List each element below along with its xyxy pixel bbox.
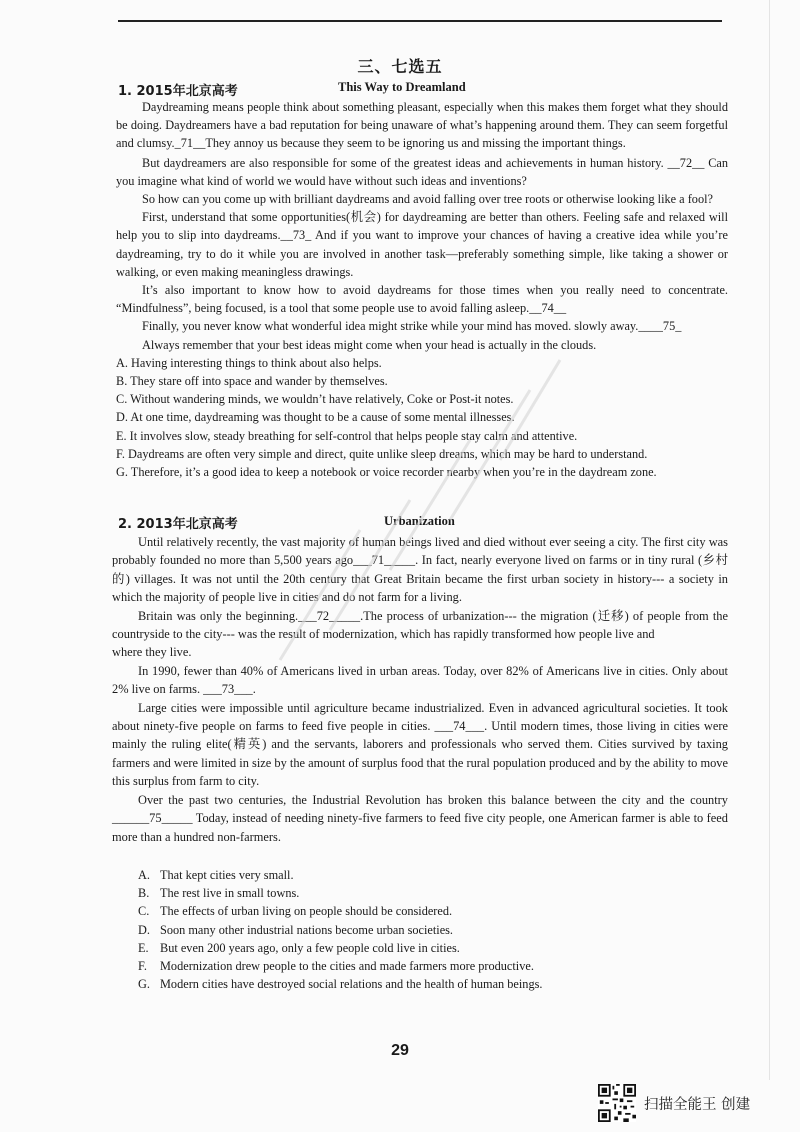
q1-title: This Way to Dreamland: [338, 80, 466, 94]
q1-paragraph: First, understand that some opportunities(机会) for daydreaming are better than others. Feeling safe and relaxed will help you to slip into daydreams.__73_ And if you want to improve your chances of having a creative idea while you’re daydreaming, try to do it while you are involved in another task—preferably something simple, like taking a shower or walking, or even making meaningless drawings.: [116, 210, 728, 279]
q2-source: 年北京高考: [172, 516, 238, 531]
q1-option: A. Having interesting things to think about also helps.: [116, 355, 382, 370]
q1-option: B. They stare off into space and wander by themselves.: [116, 374, 388, 389]
q1-paragraph: But daydreamers are also responsible for some of the greatest ideas and achievements in human history. __72__ Can you imagine what kind of world we would have without such ideas and inventions?: [116, 155, 728, 188]
q1-option: G. Therefore, it’s a good idea to keep a notebook or voice recorder nearby when you’re in the daydream zone.: [116, 465, 657, 480]
qr-code-icon: [598, 1084, 636, 1122]
scanner-footer: [598, 1084, 750, 1122]
q2-option-text: That kept cities very small.: [160, 868, 294, 882]
q1-number: 1. 2015: [118, 84, 173, 99]
q2-option-letter: D.: [138, 922, 150, 937]
q1-passage: [116, 98, 728, 481]
q2-paragraph: Large cities were impossible until agriculture became industrialized. Even in advanced agricultural societies. It took about ninety-five people on farms to feed five people in cities. ___74___. Until modern times, those living in cities were mainly the ruling elite(精英) and the servants, laborers and professionals who served them. Cities survived by taxing farmers and were limited in size by the amount of surplus food that the rural population produced and by the ability to move this surplus from farm to city.: [112, 700, 728, 789]
q2-option-text: But even 200 years ago, only a few people cold live in cities.: [160, 940, 460, 955]
scanner-brand-label: 扫描全能王 创建: [644, 1096, 751, 1113]
q2-options: [138, 866, 698, 993]
page-edge-line: [769, 0, 770, 1080]
q2-paragraph: Over the past two centuries, the Industrial Revolution has broken this balance between the city and the country ______75_____ Today, instead of needing ninety-five farmers to feed five city people, one American farmer is able to feed more than a hundred non-farmers.: [112, 792, 728, 844]
q1-option: F. Daydreams are often very simple and direct, quite unlike sleep dreams, which may be hard to understand.: [116, 446, 648, 461]
q1-paragraph: So how can you come up with brilliant daydreams and avoid falling over tree roots or otherwise looking like a fool?: [142, 192, 713, 207]
q2-heading: [118, 513, 238, 532]
q2-option-letter: B.: [138, 886, 150, 901]
q1-heading: [118, 80, 238, 99]
q1-paragraph: Finally, you never know what wonderful idea might strike while your mind has moved. slowly away.____75_: [142, 319, 682, 334]
q2-option: [138, 975, 698, 993]
q1-options: [116, 354, 728, 481]
q2-option-text: The effects of urban living on people should be considered.: [160, 904, 453, 919]
q2-passage: [112, 533, 728, 846]
q2-option-letter: G.: [138, 977, 150, 992]
q2-option: [138, 902, 698, 920]
q2-option: [138, 939, 698, 957]
header-rule: [118, 20, 722, 22]
q1-option: E. It involves slow, steady breathing for self-control that helps people stay calm and attentive.: [116, 428, 578, 443]
q2-option: [138, 866, 698, 884]
q1-option: D. At one time, daydreaming was thought to be a cause of some mental illnesses.: [116, 410, 515, 425]
q2-number: 2. 2013: [118, 517, 173, 532]
page-number: 29: [391, 1042, 409, 1059]
q2-paragraph: Until relatively recently, the vast majority of human beings lived and died without ever seeing a city. The first city was probably founded no more than 5,500 years ago___71_____. In fact, nearly everyone lived on farms or in tiny rural (乡村的) villages. It was not until the 20th century that Great Britain became the first urban society in history--- a society in which the majority of people live in cities and do not farm for a living.: [112, 535, 728, 605]
q2-option-text: The rest live in small towns.: [160, 886, 300, 901]
q1-paragraph: It’s also important to know how to avoid daydreams for those times when you really need to concentrate. “Mindfulness”, being focused, is a tool that some people use to avoid falling asleep.__74__: [116, 283, 728, 316]
q1-option: C. Without wandering minds, we wouldn’t have relatively, Coke or Post-it notes.: [116, 392, 514, 407]
q2-option-letter: F.: [138, 959, 147, 974]
q1-source: 年北京高考: [172, 83, 238, 98]
q2-option-text: Modernization drew people to the cities and made farmers more productive.: [160, 959, 534, 974]
q2-option-letter: C.: [138, 904, 150, 919]
q2-option: [138, 921, 698, 939]
q2-option: [138, 957, 698, 975]
q1-paragraph: Daydreaming means people think about something pleasant, especially when this makes them forget what they should be doing. Daydreamers have a bad reputation for being unaware of what’s happening around them. They can seem forgetful and clumsy._71__They annoy us because they seem to be ignoring us and missing the important things.: [116, 100, 728, 151]
q2-title: Urbanization: [384, 514, 455, 528]
section-title: 三、七选五: [357, 57, 443, 76]
q2-option-letter: E.: [138, 940, 149, 955]
q2-option-letter: A.: [138, 868, 150, 882]
q2-paragraph: where they live.: [112, 645, 192, 660]
q2-paragraph: In 1990, fewer than 40% of Americans lived in urban areas. Today, over 82% of Americans live in cities. Only about 2% live on farms. ___73___.: [112, 663, 728, 697]
q2-option: [138, 884, 698, 902]
q2-paragraph: Britain was only the beginning.___72_____.The process of urbanization--- the migration (迁移) of people from the countryside to the city--- was the result of modernization, which has rapidly transformed how people live and: [112, 608, 728, 642]
q1-paragraph: Always remember that your best ideas might come when your head is actually in the clouds.: [142, 337, 597, 352]
q2-option-text: Modern cities have destroyed social relations and the health of human beings.: [160, 977, 543, 992]
q2-option-text: Soon many other industrial nations become urban societies.: [160, 922, 454, 937]
